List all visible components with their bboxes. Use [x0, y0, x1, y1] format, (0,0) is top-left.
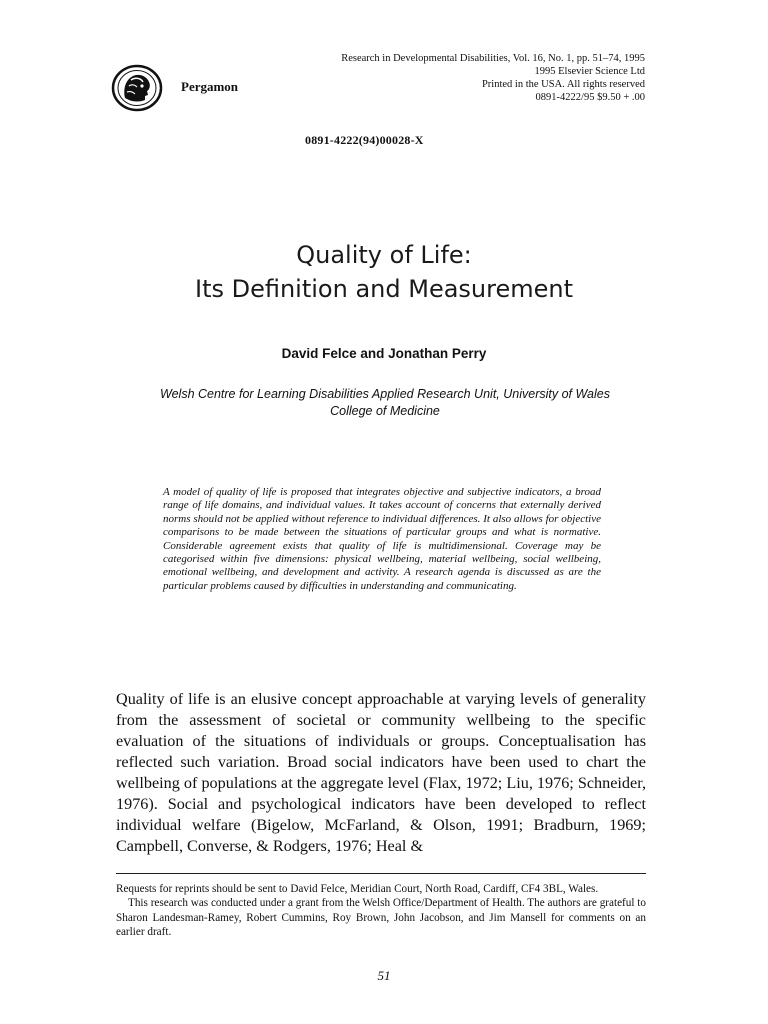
journal-citation [225, 52, 645, 104]
footnote-reprints: Requests for reprints should be sent to David Felce, Meridian Court, North Road, Cardiff, CF4 3BL, Wales. [116, 883, 599, 895]
article-title [0, 238, 768, 306]
journal-line-3: Printed in the USA. All rights reserved [481, 79, 645, 90]
publisher-name: Pergamon [181, 79, 239, 94]
title-line-2: Its Definition and Measurement [194, 275, 573, 303]
footnote-acknowledgement: This research was conducted under a grant from the Welsh Office/Department of Health. The authors are grateful to Sharon Landesman-Ramey, Robert Cummins, Roy Brown, John Jacobson, and Jim Mansell for comments on an earlier draft. [116, 897, 646, 939]
journal-line-4: 0891-4222/95 $9.50 + .00 [535, 92, 645, 103]
body-paragraph: Quality of life is an elusive concept approachable at varying levels of generality from the assessment of societal or community wellbeing to the specific evaluation of the situations of individuals or groups. Conceptualisation has reflected such variation. Broad social indicators have been used to chart the wellbeing of populations at the aggregate level (Flax, 1972; Liu, 1976; Schneider, 1976). Social and psychological indicators have been developed to reflect individual welfare (Bigelow, McFarland, & Olson, 1991; Bradburn, 1969; Campbell, Converse, & Rodgers, 1976; Heal & [116, 690, 646, 855]
pergamon-head-icon [111, 64, 163, 112]
footnotes [116, 882, 646, 940]
journal-line-2: 1995 Elsevier Science Ltd [534, 66, 645, 77]
journal-line-1: Research in Developmental Disabilities, Vol. 16, No. 1, pp. 51–74, 1995 [341, 53, 645, 64]
author-affiliation: Welsh Centre for Learning Disabilities Applied Research Unit, University of Wales College of Medicine [160, 387, 610, 418]
article-identifier: 0891-4222(94)00028-X [305, 133, 424, 147]
abstract: A model of quality of life is proposed that integrates objective and subjective indicators, a broad range of life domains, and individual values. It takes account of concerns that externally derived norms should not be applied without reference to individual differences. It also allows for objective comparisons to be made between the situations of particular groups and what is normative. Considerable agreement exists that quality of life is multidimensional. Coverage may be categorised within five dimensions: physical wellbeing, material wellbeing, social wellbeing, emotional wellbeing, and development and activity. A research agenda is discussed as are the particular problems caused by difficulties in understanding and communicating. [163, 486, 601, 592]
footnote-divider [116, 873, 646, 874]
title-line-1: Quality of Life: [296, 241, 472, 269]
article-authors: David Felce and Jonathan Perry [281, 346, 487, 361]
page-number: 51 [377, 968, 391, 983]
